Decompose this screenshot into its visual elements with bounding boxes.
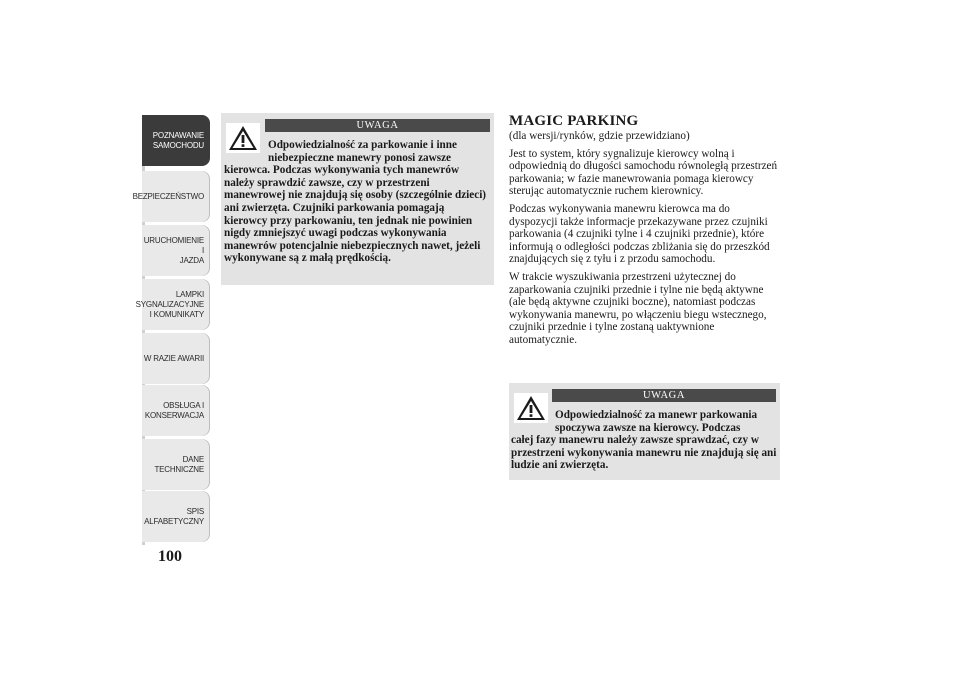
warning-box-left <box>221 113 494 285</box>
tab-dane-techniczne[interactable]: DANE TECHNICZNE <box>142 439 210 490</box>
tab-bezpieczenstwo[interactable]: BEZPIECZEŃSTWO <box>142 171 210 222</box>
warning-text-first: Odpowiedzialność za parkowanie i inne niebezpieczne manewry ponosi zawsze <box>268 139 457 164</box>
warning-heading: UWAGA <box>265 119 490 132</box>
tab-w-razie-awarii[interactable]: W RAZIE AWARII <box>142 333 210 384</box>
tab-obsluga-i-konserwacja[interactable]: OBSŁUGA I KONSERWACJA <box>142 385 210 436</box>
warning-text <box>224 139 489 265</box>
tab-spis-alfabetyczny[interactable]: SPIS ALFABETYCZNY <box>142 491 210 542</box>
warning-heading: UWAGA <box>552 389 776 402</box>
warning-text <box>511 409 777 472</box>
section-subtitle: (dla wersji/rynków, gdzie przewidziano) <box>509 130 690 142</box>
warning-box-right <box>509 383 780 480</box>
section-magic-parking <box>509 113 781 352</box>
warning-text-rest: kierowca. Podczas wykonywania tych manewrów należy sprawdzić zawsze, czy w przestrzeni manewrowej nie znajdują się osoby (szczególnie dzieci) ani zwierzęta. Czujniki parkowania pomagają kierowcy przy parkowaniu, ten jednak nie powinien nigdy zmniejszyć uwagi podczas wykonywania manewrów potencjalnie niebezpiecznych nawet, jeżeli wykonywane są z małą prędkością. <box>224 164 487 265</box>
warning-text-rest: całej fazy manewru należy zawsze sprawdzać, czy w przestrzeni wykonywania manewru nie znajdują się ani ludzie ani zwierzęta. <box>511 434 777 472</box>
tab-uruchomienie-i-jazda[interactable]: URUCHOMIENIE I JAZDA <box>142 225 210 276</box>
page-number: 100 <box>158 548 182 565</box>
warning-text-first: Odpowiedzialność za manewr parkowania spoczywa zawsze na kierowcy. Podczas <box>555 409 758 434</box>
paragraph-3: W trakcie wyszukiwania przestrzeni użytecznej do zaparkowania czujniki przednie i tylne nie będą aktywne (ale będą aktywne czujniki boczne), natomiast podczas wykonywania manewru, po włączeniu biegu wstecznego, czujniki przednie i tylne zostaną uaktywnione automatycznie. <box>509 270 767 346</box>
paragraph-1: Jest to system, który sygnalizuje kierowcy wolną i odpowiednią do długości samochodu równoległą przestrzeń parkowania; w fazie manewrowania pomaga kierowcy sterując automatycznie ruchem kierownicy. <box>509 147 778 198</box>
paragraph-2: Podczas wykonywania manewru kierowca ma do dyspozycji także informacje przekazywane przez czujniki parkowania (4 czujniki tylne i 4 czujniki przednie), które informują o odległości podczas zbliżania się do przeszkód znajdujących się z tyłu i z przodu samochodu. <box>509 202 770 266</box>
tab-lampki-sygnalizacyjne[interactable]: LAMPKI SYGNALIZACYJNE I KOMUNIKATY <box>142 279 210 330</box>
section-title: MAGIC PARKING <box>509 113 639 129</box>
tab-poznawanie-samochodu[interactable]: POZNAWANIE SAMOCHODU <box>142 115 210 166</box>
